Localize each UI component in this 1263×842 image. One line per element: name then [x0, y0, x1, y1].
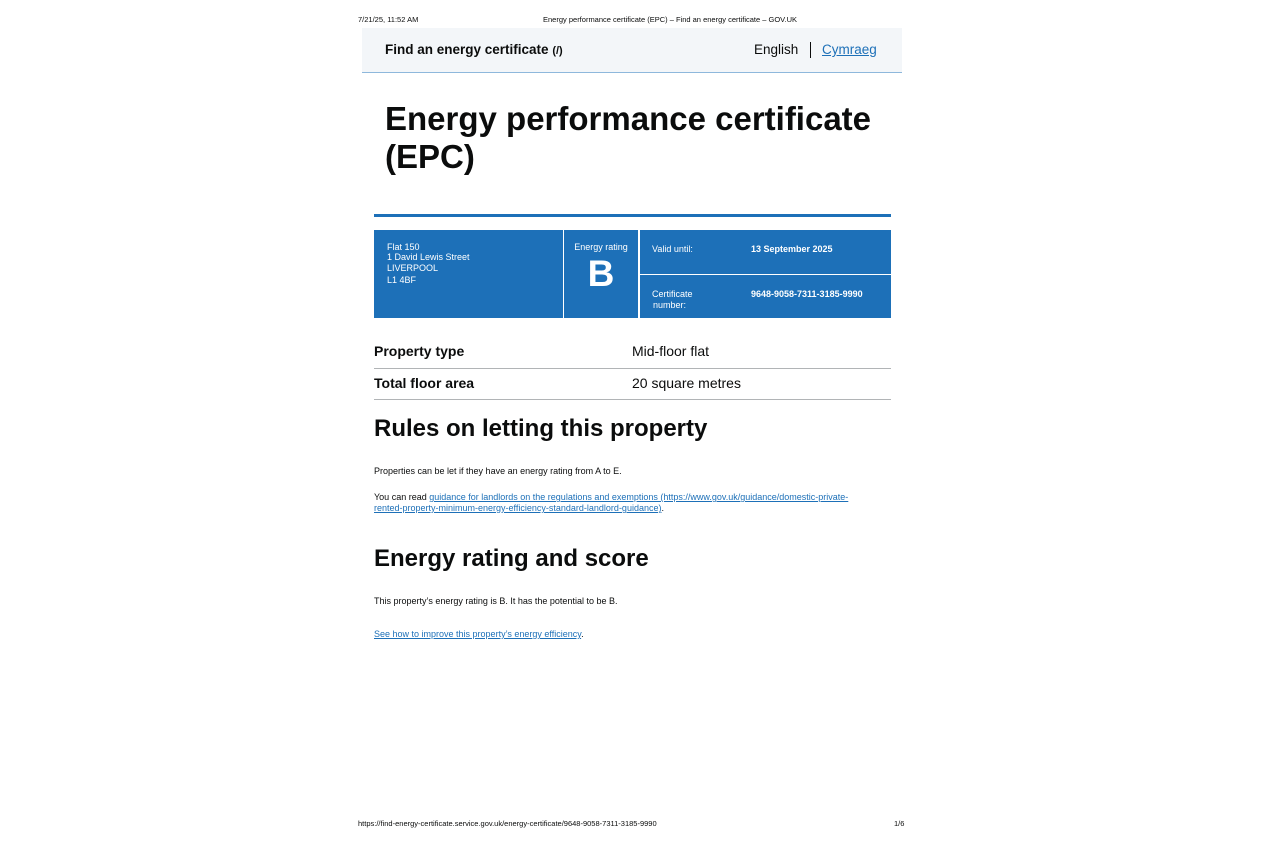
section-divider	[374, 214, 891, 217]
page-title: Energy performance certificate (EPC)	[385, 100, 872, 175]
language-welsh-link[interactable]: Cymraeg	[822, 42, 877, 57]
address-line: L1 4BF	[387, 275, 417, 285]
language-english: English	[754, 42, 799, 57]
landlord-guidance-paragraph-cont	[374, 503, 664, 514]
energy-rating-label: Energy rating	[574, 242, 628, 252]
address-line: LIVERPOOL	[387, 263, 439, 273]
certificate-number-value: 9648-9058-7311-3185-9990	[751, 289, 863, 299]
guidance-suffix: .	[661, 503, 664, 513]
certificate-number-box	[640, 275, 891, 318]
summary-row-property-type	[374, 336, 891, 369]
service-header	[362, 28, 902, 73]
improve-link-suffix: .	[581, 629, 584, 639]
property-address	[374, 230, 563, 318]
print-page-number: 1/6	[894, 819, 905, 828]
energy-rating-paragraph: This property’s energy rating is B. It has the potential to be B.	[374, 596, 618, 606]
address-line: Flat 150	[387, 242, 420, 252]
valid-until-value: 13 September 2025	[751, 244, 833, 254]
service-name-suffix: (/)	[552, 45, 563, 57]
landlord-guidance-paragraph	[374, 492, 848, 503]
service-name-link[interactable]	[385, 42, 563, 57]
summary-value: 20 square metres	[632, 375, 741, 391]
landlord-guidance-link[interactable]: rented-property-minimum-energy-efficiency-standard-landlord-guidance)	[374, 503, 662, 513]
summary-value: Mid-floor flat	[632, 343, 710, 359]
language-separator	[810, 42, 811, 58]
print-url: https://find-energy-certificate.service.gov.uk/energy-certificate/9648-9058-7311-3185-9990	[358, 819, 657, 828]
energy-rating-letter: B	[587, 253, 615, 294]
valid-until-box	[640, 230, 891, 274]
certificate-number-label: Certificate	[652, 289, 693, 299]
certificate-number-label: number:	[653, 300, 687, 310]
print-datetime: 7/21/25, 11:52 AM	[358, 15, 419, 24]
energy-rating-box	[564, 230, 638, 318]
improve-efficiency-link[interactable]: See how to improve this property’s energy efficiency	[374, 629, 582, 639]
summary-key: Total floor area	[374, 375, 475, 391]
guidance-prefix: You can read	[374, 492, 430, 502]
improve-efficiency-line	[374, 629, 584, 640]
landlord-guidance-link[interactable]: guidance for landlords on the regulations and exemptions (https://www.gov.uk/guidance/domestic-private-	[429, 492, 849, 502]
service-name: Find an energy certificate	[385, 42, 549, 57]
letting-paragraph: Properties can be let if they have an energy rating from A to E.	[374, 466, 622, 476]
summary-key: Property type	[374, 343, 465, 359]
letting-heading: Rules on letting this property	[374, 415, 708, 442]
valid-until-label: Valid until:	[652, 244, 693, 254]
energy-rating-heading: Energy rating and score	[374, 545, 649, 572]
print-page-title: Energy performance certificate (EPC) – Find an energy certificate – GOV.UK	[543, 15, 798, 24]
address-line: 1 David Lewis Street	[387, 252, 470, 262]
summary-row-floor-area	[374, 369, 891, 400]
